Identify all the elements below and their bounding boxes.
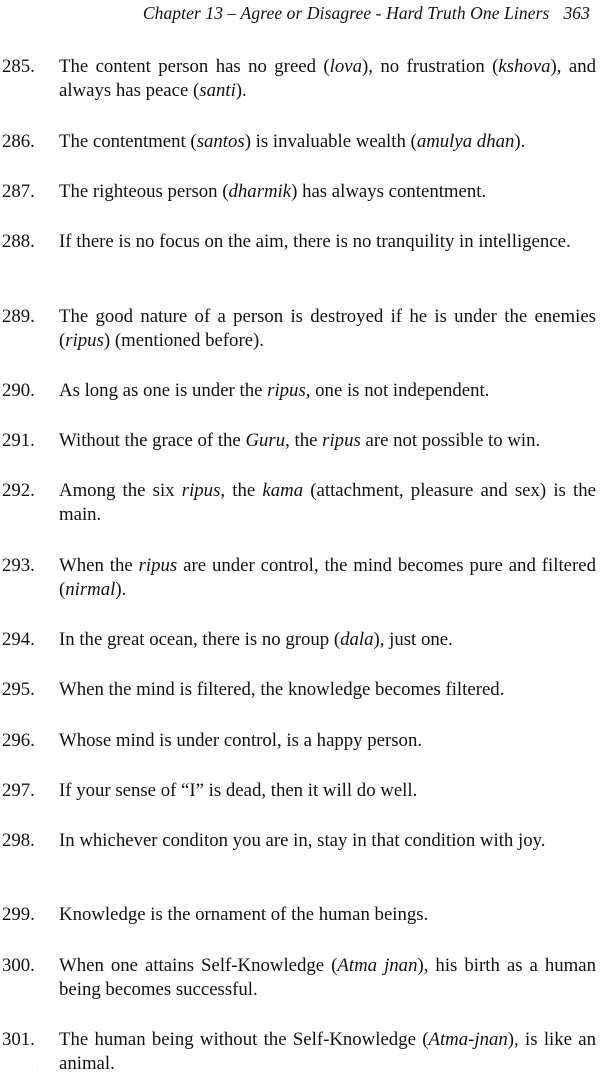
entry-item <box>2 429 596 453</box>
italic-term: ripus <box>267 380 306 401</box>
entry-item <box>2 130 596 154</box>
text-run: ). <box>514 131 526 152</box>
italic-term: nirmal <box>65 579 116 600</box>
text-run: ) is invaluable wealth ( <box>244 131 417 152</box>
page-number: 363 <box>563 3 590 23</box>
text-run: As long as one is under the <box>59 380 268 401</box>
italic-term: kama <box>262 480 304 501</box>
entry-item <box>2 479 596 527</box>
entry-number: 286. <box>2 131 35 152</box>
text-run: The human being without the Self-Knowledge ( <box>59 1029 429 1050</box>
text-run: ). <box>235 80 247 101</box>
entry-number: 290. <box>2 380 35 401</box>
entry-text <box>59 479 596 527</box>
text-run: are not possible to win. <box>360 430 541 451</box>
entry-item <box>2 829 596 853</box>
text-run: Knowledge is the ornament of the human beings. <box>59 904 429 925</box>
text-run: Among the six <box>59 480 182 501</box>
entry-item <box>2 554 596 602</box>
text-run: , one is not independent. <box>305 380 490 401</box>
entry-number: 288. <box>2 231 35 252</box>
entry-item <box>2 779 596 803</box>
entry-text <box>59 379 596 403</box>
text-run: When the mind is filtered, the knowledge becomes filtered. <box>59 679 505 700</box>
text-run: ) (mentioned before). <box>103 330 264 351</box>
italic-term: Guru <box>245 430 286 451</box>
entry-item <box>2 628 596 652</box>
text-run: ), and always has peace ( <box>59 56 596 101</box>
italic-term: lova <box>329 56 362 77</box>
italic-term: santos <box>196 131 245 152</box>
entry-text <box>59 180 596 204</box>
entry-item <box>2 678 596 702</box>
entry-number: 294. <box>2 629 35 650</box>
entry-number: 296. <box>2 730 35 751</box>
italic-term: Atma-jnan <box>428 1029 508 1050</box>
entry-item <box>2 379 596 403</box>
entry-number: 297. <box>2 780 35 801</box>
entry-text <box>59 230 596 254</box>
entry-number: 300. <box>2 955 35 976</box>
text-run: If there is no focus on the aim, there is no tranquility in intelligence. <box>59 231 571 252</box>
entry-text <box>59 429 596 453</box>
entry-item <box>2 954 596 1002</box>
entry-item <box>2 729 596 753</box>
running-header <box>90 2 590 24</box>
entry-item <box>2 55 596 103</box>
text-run: ), just one. <box>373 629 453 650</box>
text-run: ), his birth as a human being becomes successful. <box>59 955 596 1000</box>
text-run: In the great ocean, there is no group ( <box>59 629 341 650</box>
italic-term: dala <box>340 629 374 650</box>
text-run: Whose mind is under control, is a happy person. <box>59 730 423 751</box>
text-run: ), no frustration ( <box>362 56 499 77</box>
italic-term: Atma jnan <box>337 955 418 976</box>
entry-number: 289. <box>2 306 35 327</box>
italic-term: ripus <box>65 330 104 351</box>
entry-text <box>59 55 596 103</box>
entry-text <box>59 903 596 927</box>
entry-number: 295. <box>2 679 35 700</box>
entry-number: 292. <box>2 480 35 501</box>
text-run: ), is like an animal. <box>59 1029 597 1074</box>
text-run: When the <box>59 555 139 576</box>
entry-item <box>2 903 596 927</box>
entry-text <box>59 779 596 803</box>
text-run: The good nature of a person is destroyed if he is under the enemies ( <box>59 306 596 351</box>
entry-text <box>59 678 596 702</box>
text-run: When one attains Self-Knowledge ( <box>59 955 338 976</box>
entry-item <box>2 305 596 353</box>
entry-item <box>2 230 596 254</box>
italic-term: ripus <box>322 430 361 451</box>
text-run: are under control, the mind becomes pure and filtered ( <box>59 555 596 600</box>
running-title: Chapter 13 – Agree or Disagree - Hard Truth One Liners <box>142 3 550 23</box>
text-run: (attachment, pleasure and sex) is the main. <box>59 480 596 525</box>
scan-speck: · <box>36 1063 39 1072</box>
entry-text <box>59 729 596 753</box>
text-run: The content person has no greed ( <box>59 56 330 77</box>
text-run: ). <box>115 579 127 600</box>
entry-text <box>59 1028 596 1076</box>
entry-text <box>59 954 596 1002</box>
entry-number: 293. <box>2 555 35 576</box>
entry-text <box>59 130 596 154</box>
text-run: ) has always contentment. <box>291 181 487 202</box>
text-run: , the <box>220 480 263 501</box>
entry-number: 301. <box>2 1029 35 1050</box>
italic-term: ripus <box>138 555 178 576</box>
entry-text <box>59 554 596 602</box>
entry-item <box>2 1028 596 1076</box>
entry-number: 287. <box>2 181 35 202</box>
italic-term: ripus <box>181 480 221 501</box>
entry-text <box>59 829 596 853</box>
entry-number: 299. <box>2 904 35 925</box>
entry-text <box>59 305 596 353</box>
text-run: If your sense of “I” is dead, then it will do well. <box>59 780 418 801</box>
entry-text <box>59 628 596 652</box>
text-run: , the <box>285 430 323 451</box>
entry-number: 298. <box>2 830 35 851</box>
text-run: In whichever conditon you are in, stay in that condition with joy. <box>59 830 546 851</box>
entry-number: 285. <box>2 56 35 77</box>
entry-item <box>2 180 596 204</box>
italic-term: kshova <box>498 56 551 77</box>
italic-term: dharmik <box>228 181 292 202</box>
text-run: The righteous person ( <box>59 181 229 202</box>
text-run: Without the grace of the <box>59 430 246 451</box>
text-run: The contentment ( <box>59 131 197 152</box>
entry-number: 291. <box>2 430 35 451</box>
italic-term: santi <box>199 80 236 101</box>
italic-term: amulya dhan <box>416 131 515 152</box>
